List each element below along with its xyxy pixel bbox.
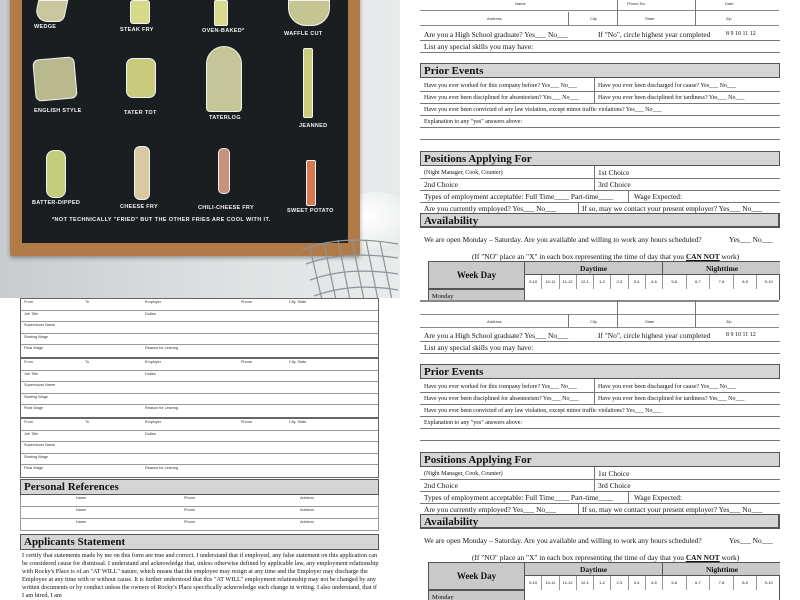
phone-label: Phone: [241, 360, 252, 364]
high-school-question[interactable]: Are you a High School graduate? Yes___ No___: [424, 30, 569, 39]
fry-label: CHEESE FRY: [120, 204, 158, 210]
fry-label: WEDGE: [34, 24, 57, 30]
starting-wage-label: Starting Wage: [24, 334, 48, 339]
job-title-label: Job Title: [24, 371, 39, 376]
employer-row[interactable]: [21, 419, 378, 431]
fry-label: JEANNED: [299, 123, 328, 129]
job-row[interactable]: [21, 311, 378, 323]
final-wage-label: Final Wage: [24, 346, 44, 350]
night-slot-header: 6-7: [687, 576, 711, 590]
day-slot-header: 12-1: [577, 576, 594, 590]
duties-label: Duties: [145, 371, 156, 376]
reference-phone-label: Phone: [184, 520, 195, 524]
reference-name-label: Name: [76, 520, 87, 524]
personal-references-header: Personal References: [20, 479, 379, 495]
fry-label: OVEN-BAKED*: [202, 28, 245, 34]
applicants-statement-header: Applicants Statement: [20, 534, 379, 550]
from-label: From: [24, 300, 33, 304]
currently-employed-question[interactable]: Are you currently employed? Yes___ No___: [424, 204, 557, 213]
starting-wage-label: Starting Wage: [24, 454, 48, 459]
night-slot-header: 7-8: [710, 275, 734, 289]
day-slot-header: 2-3: [611, 576, 628, 590]
reason-label: Reason for Leaving: [145, 406, 178, 410]
reference-row[interactable]: [20, 519, 379, 531]
convicted-question[interactable]: Have you ever been convicted of any law violation, except minor traffic violations? Yes___ No___: [424, 107, 662, 113]
day-slot-header: 10-11: [542, 275, 559, 289]
absenteeism-question[interactable]: Have you ever been disciplined for absenteeism? Yes___ No___: [424, 95, 579, 101]
day-slot-header: 2-3: [611, 275, 628, 289]
cannot-work-instruction: (If "NO" place an "X" in each box representing the time of day that you CAN NOT work): [472, 553, 740, 562]
reference-phone-label: Phone: [184, 496, 195, 500]
fry-label: STEAK FRY: [120, 27, 154, 33]
from-label: From: [24, 420, 33, 424]
starting-wage-row[interactable]: [21, 394, 378, 406]
city-label: City, State: [289, 420, 307, 424]
available-yes-no[interactable]: Yes___ No___: [729, 235, 773, 244]
reference-address-label: Address: [300, 496, 314, 500]
absenteeism-question[interactable]: Have you ever been disciplined for absenteeism? Yes___ No___: [424, 396, 579, 402]
night-slot-header: 9-10: [757, 576, 780, 590]
city-label: City, State: [289, 360, 307, 364]
board-footnote: *NOT TECHNICALLY "FRIED" BUT THE OTHER FRIES ARE COOL WITH IT.: [52, 217, 271, 223]
reason-label: Reason for Leaving: [145, 466, 178, 470]
english-style-drawing: [32, 56, 78, 102]
reference-name-label: Name: [76, 496, 87, 500]
nighttime-header: Nighttime: [663, 262, 780, 275]
job-title-label: Job Title: [24, 431, 39, 436]
employer-row[interactable]: [21, 299, 378, 311]
to-label: To: [85, 420, 90, 424]
high-school-question[interactable]: Are you a High School graduate? Yes___ No___: [424, 331, 569, 340]
chalkboard: [22, 0, 348, 243]
discharged-question[interactable]: Have you ever been discharged for cause? Yes___ No___: [598, 384, 737, 390]
contact-employer-question[interactable]: If so, may we contact your present employer? Yes___ No___: [582, 505, 763, 514]
employer-label: Employer: [145, 360, 162, 364]
highest-year-question: If "No", circle highest year completed: [598, 30, 711, 39]
open-days-question: We are open Monday – Saturday. Are you available and willing to work any hours scheduled?: [424, 235, 702, 244]
duties-label: Duties: [145, 431, 156, 436]
week-day-header: Week Day: [429, 563, 525, 590]
sweet-potato-drawing: [306, 160, 316, 206]
to-label: To: [85, 300, 90, 304]
tardiness-question[interactable]: Have you ever been disciplined for tardiness? Yes___ No___: [598, 95, 745, 101]
reason-label: Reason for Leaving: [145, 346, 178, 350]
availability-header: Availability: [420, 514, 780, 529]
cheese-fry-drawing: [134, 146, 150, 200]
final-wage-label: Final Wage: [24, 406, 44, 410]
positions-example: (Night Manager, Cook, Counter): [424, 170, 503, 176]
city-label: City, State: [289, 300, 307, 304]
job-title-label: Job Title: [24, 311, 39, 316]
fry-label: ENGLISH STYLE: [34, 108, 82, 114]
day-slot-header: 4-5: [646, 576, 663, 590]
night-slot-header: 8-9: [734, 576, 758, 590]
starting-wage-label: Starting Wage: [24, 394, 48, 399]
fry-label: WAFFLE CUT: [284, 31, 323, 37]
fry-label: TATER TOT: [124, 110, 157, 116]
day-slot-header: 3-4: [629, 576, 646, 590]
convicted-question[interactable]: Have you ever been convicted of any law violation, except minor traffic violations? Yes___ No___: [424, 408, 662, 414]
daytime-header: Daytime: [525, 563, 663, 576]
day-slot-header: 11-12: [560, 275, 577, 289]
open-days-question: We are open Monday – Saturday. Are you available and willing to work any hours scheduled?: [424, 536, 702, 545]
batter-dipped-drawing: [46, 150, 66, 198]
supervisor-label: Supervisors Name: [24, 383, 56, 387]
night-slot-header: 8-9: [734, 275, 758, 289]
name-row[interactable]: [420, 0, 779, 11]
reference-name-label: Name: [76, 508, 87, 512]
phone-label: Phone: [241, 420, 252, 424]
day-slot-header: 3-4: [629, 275, 646, 289]
currently-employed-question[interactable]: Are you currently employed? Yes___ No___: [424, 505, 557, 514]
supervisor-row[interactable]: [21, 442, 378, 454]
phone-label: Phone: [241, 300, 252, 304]
nighttime-header: Nighttime: [663, 563, 780, 576]
state-label: State: [645, 319, 655, 324]
zip-label: Zip: [726, 16, 732, 21]
date-label: Date: [725, 1, 734, 6]
availability-grid: [428, 562, 780, 600]
oven-baked-drawing: [214, 0, 228, 26]
state-label: State: [645, 16, 655, 21]
day-slot-header: 9-10: [525, 576, 542, 590]
supervisor-row[interactable]: [21, 322, 378, 334]
employer-block-3: [20, 418, 379, 478]
reference-address-label: Address: [300, 508, 314, 512]
night-slot-header: 5-6: [663, 275, 687, 289]
day-slot-header: 1-2: [594, 576, 611, 590]
day-slot-header: 1-2: [594, 275, 611, 289]
address-label: Address: [487, 319, 502, 324]
positions-header: Positions Applying For: [420, 452, 780, 467]
city-label: City: [590, 319, 597, 324]
tardiness-question[interactable]: Have you ever been disciplined for tardiness? Yes___ No___: [598, 396, 745, 402]
fry-label: SWEET POTATO: [287, 208, 334, 214]
positions-header: Positions Applying For: [420, 151, 780, 166]
employer-block-1: [20, 298, 379, 358]
wedge-drawing: [34, 0, 69, 22]
employment-type-question[interactable]: Types of employment acceptable: Full Time____ Part-time____: [424, 493, 614, 502]
wire-basket-icon: [300, 230, 400, 298]
chili-cheese-fry-drawing: [218, 148, 230, 194]
night-slot-header: 5-6: [663, 576, 687, 590]
phone-label: Phone No.: [627, 1, 646, 6]
contact-employer-question[interactable]: If so, may we contact your present employer? Yes___ No___: [582, 204, 763, 213]
waffle-cut-drawing: [288, 0, 330, 26]
employment-history-page: [20, 298, 380, 600]
worked-before-question[interactable]: Have you ever worked for this company before? Yes___ No___: [424, 384, 577, 390]
night-slot-header: 9-10: [757, 275, 780, 289]
city-label: City: [590, 16, 597, 21]
jeanned-drawing: [303, 48, 313, 118]
fry-label: BATTER-DIPPED: [32, 200, 81, 206]
tater-tot-drawing: [126, 58, 156, 98]
fry-label: TATERLOG: [209, 115, 241, 121]
highest-year-question: If "No", circle highest year completed: [598, 331, 711, 340]
application-form-page-bottom: [420, 300, 780, 600]
prior-events-header: Prior Events: [420, 63, 780, 78]
daytime-header: Daytime: [525, 262, 663, 275]
from-label: From: [24, 360, 33, 364]
zip-label: Zip: [726, 319, 732, 324]
employer-label: Employer: [145, 420, 162, 424]
taterlog-drawing: [206, 46, 242, 112]
availability-grid: [428, 261, 780, 300]
discharged-question[interactable]: Have you ever been discharged for cause? Yes___ No___: [598, 83, 737, 89]
monday-label: Monday: [429, 590, 525, 600]
third-choice-field[interactable]: 3rd Choice: [598, 180, 631, 189]
third-choice-field[interactable]: 3rd Choice: [598, 481, 631, 490]
name-label: Name: [515, 1, 526, 6]
duties-label: Duties: [145, 311, 156, 316]
second-choice-field[interactable]: 2nd Choice: [424, 180, 458, 189]
application-form-page-top: [420, 0, 780, 300]
final-wage-label: Final Wage: [24, 466, 44, 470]
supervisor-label: Supervisors Name: [24, 323, 56, 327]
day-slot-header: 12-1: [577, 275, 594, 289]
day-slot-header: 11-12: [560, 576, 577, 590]
night-slot-header: 6-7: [687, 275, 711, 289]
week-day-header: Week Day: [429, 262, 525, 289]
year-options[interactable]: 8 9 10 11 12: [726, 332, 756, 338]
applicants-statement-text: I certify that statements made by me on this form are true and correct. I understand that if employed, any false statement on this application can be considered cause for dismissal. I understand and acknowledge that, unless otherwise defined by applicable law, any employment relationship with Rocky's Place is of an "AT WILL" nature, which means that the employee may resign at any time and the Employer may discharge the Employee at any time with or without cause. It is further understood that this "AT WILL" employment relationship may not be changed by any written documents or by conduct unless the owners of Rocky's Place specifically acknowledge such change in writing. I also understand, that if I am hired, I am: [22, 552, 379, 599]
explanation-label[interactable]: Explanation to any "yes" answers above:: [424, 119, 523, 125]
day-slot-header: 9-10: [525, 275, 542, 289]
supervisor-label: Supervisors Name: [24, 443, 56, 447]
address-row[interactable]: [420, 314, 779, 328]
explanation-label[interactable]: Explanation to any "yes" answers above:: [424, 420, 523, 426]
positions-example: (Night Manager, Cook, Counter): [424, 471, 503, 477]
wage-expected-field[interactable]: Wage Expected:: [634, 192, 683, 201]
day-slot-header: 10-11: [542, 576, 559, 590]
supervisor-row[interactable]: [21, 382, 378, 394]
available-yes-no[interactable]: Yes___ No___: [729, 536, 773, 545]
address-label: Address: [487, 16, 502, 21]
special-skills-question[interactable]: List any special skills you may have:: [424, 343, 534, 352]
employer-label: Employer: [145, 300, 162, 304]
first-choice-field[interactable]: 1st Choice: [598, 168, 630, 177]
job-row[interactable]: [21, 371, 378, 383]
fry-label: CHILI-CHEESE FRY: [198, 205, 254, 211]
fries-chalkboard-photo: [0, 0, 400, 298]
employer-row[interactable]: [21, 359, 378, 371]
steak-fry-drawing: [130, 0, 150, 24]
special-skills-question[interactable]: List any special skills you may have:: [424, 42, 534, 51]
second-choice-field[interactable]: 2nd Choice: [424, 481, 458, 490]
reference-row[interactable]: [20, 507, 379, 519]
year-options[interactable]: 8 9 10 11 12: [726, 31, 756, 37]
starting-wage-row[interactable]: [21, 454, 378, 466]
prior-events-header: Prior Events: [420, 364, 780, 379]
availability-header: Availability: [420, 213, 780, 228]
final-wage-row[interactable]: [21, 345, 378, 357]
reference-phone-label: Phone: [184, 508, 195, 512]
monday-label: Monday: [429, 289, 525, 300]
address-row[interactable]: [420, 12, 779, 26]
employment-type-question[interactable]: Types of employment acceptable: Full Time____ Part-time____: [424, 192, 614, 201]
cannot-work-instruction: (If "NO" place an "X" in each box representing the time of day that you CAN NOT work): [472, 252, 740, 261]
to-label: To: [85, 360, 90, 364]
employer-block-2: [20, 358, 379, 418]
reference-row[interactable]: [20, 495, 379, 507]
first-choice-field[interactable]: 1st Choice: [598, 469, 630, 478]
name-row[interactable]: [420, 300, 779, 302]
day-slot-header: 4-5: [646, 275, 663, 289]
night-slot-header: 7-8: [710, 576, 734, 590]
worked-before-question[interactable]: Have you ever worked for this company before? Yes___ No___: [424, 83, 577, 89]
wage-expected-field[interactable]: Wage Expected:: [634, 493, 683, 502]
final-wage-row[interactable]: [21, 465, 378, 477]
job-row[interactable]: [21, 431, 378, 443]
final-wage-row[interactable]: [21, 405, 378, 417]
starting-wage-row[interactable]: [21, 334, 378, 346]
reference-address-label: Address: [300, 520, 314, 524]
